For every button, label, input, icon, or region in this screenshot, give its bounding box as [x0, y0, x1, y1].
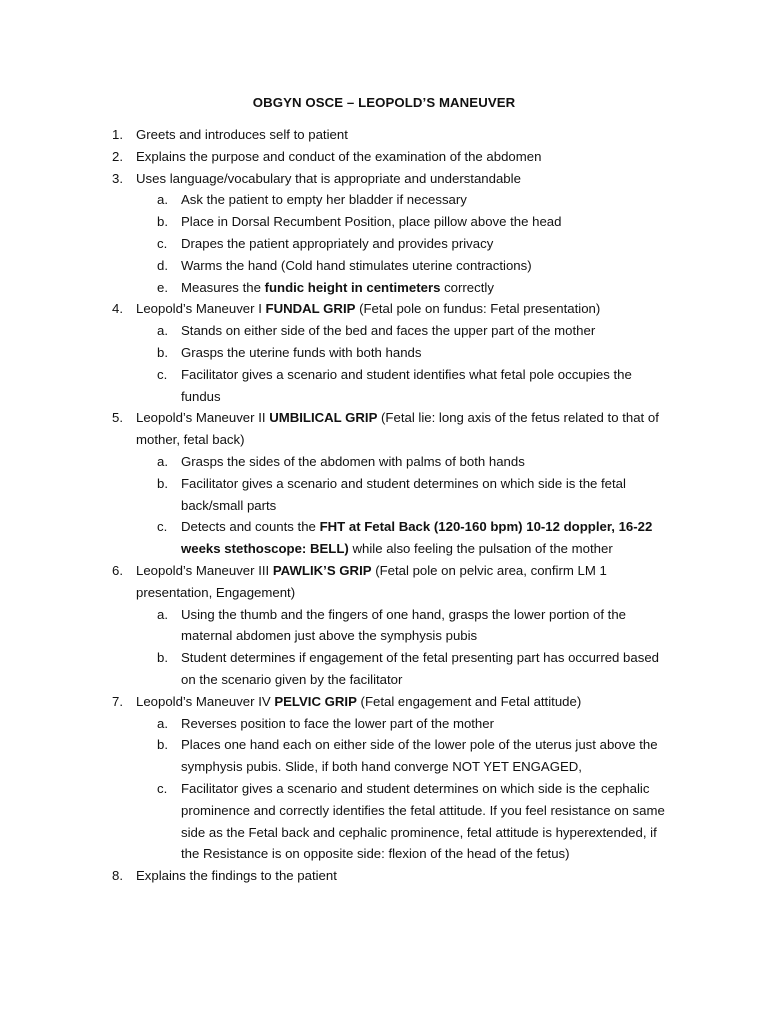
item-number: 6. [112, 562, 123, 578]
sub-item [0, 277, 768, 299]
sub-item-letter: c. [157, 235, 168, 251]
sub-item-text [181, 364, 666, 408]
text-run: Leopold’s Maneuver III [136, 562, 273, 578]
text-run: Explains the findings to the patient [136, 868, 337, 884]
sub-item-letter: b. [157, 737, 168, 753]
sub-item-text [181, 778, 666, 865]
text-run: Uses language/vocabulary that is appropriate and understandable [136, 170, 521, 186]
sub-item [0, 320, 768, 342]
text-run: Student determines if engagement of the fetal presenting part has occurred based on the scenario given by the facilitator [181, 650, 659, 687]
text-run: while also feeling the pulsation of the mother [348, 541, 613, 557]
checklist-item [0, 407, 768, 451]
bold-text: FUNDAL GRIP [265, 301, 356, 317]
checklist-item [0, 560, 768, 604]
bold-text: PELVIC GRIP [274, 693, 357, 709]
sub-item-text [181, 516, 666, 560]
sub-item-letter: c. [157, 366, 168, 382]
item-number: 5. [112, 410, 123, 426]
text-run: Greets and introduces self to patient [136, 127, 348, 142]
text-run: Explains the purpose and conduct of the examination of the abdomen [136, 148, 542, 164]
sub-item-text [181, 255, 666, 277]
sub-item-text [181, 734, 666, 778]
item-number: 3. [112, 170, 123, 186]
checklist-item [0, 124, 768, 146]
sub-item [0, 604, 768, 648]
item-text [136, 865, 666, 887]
sub-item-letter: c. [157, 780, 168, 796]
sub-item [0, 189, 768, 211]
text-run: Places one hand each on either side of the lower pole of the uterus just above the symphysis pubis. Slide, if both hand converge NOT YET ENGAGED, [181, 737, 658, 775]
sub-item [0, 778, 768, 865]
item-text [136, 146, 666, 168]
sub-item-text [181, 277, 666, 299]
checklist-item [0, 146, 768, 168]
text-run: correctly [440, 279, 494, 295]
item-text [136, 298, 666, 320]
sub-item-letter: a. [157, 192, 168, 208]
sub-item-letter: b. [157, 214, 168, 230]
text-run: Ask the patient to empty her bladder if necessary [181, 192, 467, 208]
sub-item-letter: e. [157, 279, 168, 295]
text-run: Using the thumb and the fingers of one hand, grasps the lower portion of the maternal abdomen just above the symphysis pubis [181, 606, 626, 644]
sub-item [0, 734, 768, 778]
text-run: Facilitator gives a scenario and student determines on which side is the fetal back/small parts [181, 475, 626, 513]
document-title: OBGYN OSCE – LEOPOLD’S MANEUVER [252, 95, 516, 110]
bold-text: PAWLIK’S GRIP [272, 562, 372, 578]
sub-item-letter: b. [157, 475, 168, 491]
sub-item-text [181, 713, 666, 735]
sub-item-text [181, 647, 666, 691]
sub-item [0, 516, 768, 560]
text-run: (Fetal lie: long axis of the fetus related to that of mother, fetal back) [136, 410, 659, 448]
text-run: Stands on either side of the bed and faces the upper part of the mother [181, 323, 596, 339]
sub-item-text [181, 473, 666, 517]
sub-item-text [181, 451, 666, 473]
text-run: Place in Dorsal Recumbent Position, place pillow above the head [181, 214, 562, 230]
item-number: 2. [112, 148, 123, 164]
item-number: 7. [112, 693, 123, 709]
text-run: Reverses position to face the lower part of the mother [181, 715, 494, 731]
text-run: Facilitator gives a scenario and student determines on which side is the cephalic prominence and correctly identifies the fetal attitude. If you feel resistance on same side as the Fetal back and cephalic prominence, fetal attitude is hyperextended, if the Resistance is on opposite side: flexion of the head of the fetus) [181, 780, 665, 862]
sub-item-text [181, 342, 666, 364]
text-run: Leopold’s Maneuver I [136, 301, 266, 317]
item-number: 1. [112, 127, 123, 142]
item-text [136, 124, 666, 146]
text-run: Detects and counts the [181, 519, 320, 535]
item-text [136, 691, 666, 713]
sub-item [0, 451, 768, 473]
checklist [0, 124, 768, 887]
sub-item-text [181, 211, 666, 233]
text-run: (Fetal pole on pelvic area, confirm LM 1 presentation, Engagement) [136, 562, 607, 600]
text-run: Measures the [181, 279, 265, 295]
item-number: 4. [112, 301, 123, 317]
sub-item-text [181, 604, 666, 648]
sub-item [0, 647, 768, 691]
sub-item [0, 364, 768, 408]
checklist-item [0, 168, 768, 190]
sub-item-letter: d. [157, 257, 168, 273]
item-text [136, 407, 666, 451]
sub-item-text [181, 320, 666, 342]
bold-text: FHT at Fetal Back (120-160 bpm) 10-12 doppler, 16-22 weeks stethoscope: BELL) [181, 519, 653, 557]
sub-item-letter: b. [157, 344, 168, 360]
bold-text: fundic height in centimeters [264, 279, 441, 295]
item-text [136, 560, 666, 604]
text-run: Facilitator gives a scenario and student identifies what fetal pole occupies the fundus [181, 366, 632, 404]
checklist-item [0, 691, 768, 713]
sub-item-text [181, 233, 666, 255]
text-run: Leopold’s Maneuver II [136, 410, 270, 426]
sub-item-letter: b. [157, 650, 168, 666]
text-run: Warms the hand (Cold hand stimulates uterine contractions) [181, 257, 532, 273]
sub-item-letter: c. [157, 519, 168, 535]
sub-item [0, 233, 768, 255]
text-run: (Fetal engagement and Fetal attitude) [356, 693, 582, 709]
text-run: Leopold’s Maneuver IV [136, 693, 275, 709]
item-text [136, 168, 666, 190]
sub-item [0, 255, 768, 277]
checklist-item [0, 298, 768, 320]
text-run: Grasps the uterine funds with both hands [181, 344, 422, 360]
checklist-item [0, 865, 768, 887]
sub-item-letter: a. [157, 453, 168, 469]
sub-item-letter: a. [157, 323, 168, 339]
sub-item [0, 473, 768, 517]
sub-item-text [181, 189, 666, 211]
sub-item-letter: a. [157, 715, 168, 731]
sub-item [0, 211, 768, 233]
sub-item [0, 713, 768, 735]
sub-item-letter: a. [157, 606, 168, 622]
text-run: Drapes the patient appropriately and provides privacy [181, 235, 494, 251]
sub-item [0, 342, 768, 364]
text-run: (Fetal pole on fundus: Fetal presentation) [355, 301, 601, 317]
item-number: 8. [112, 868, 123, 884]
bold-text: UMBILICAL GRIP [269, 410, 378, 426]
text-run: Grasps the sides of the abdomen with palms of both hands [181, 453, 525, 469]
